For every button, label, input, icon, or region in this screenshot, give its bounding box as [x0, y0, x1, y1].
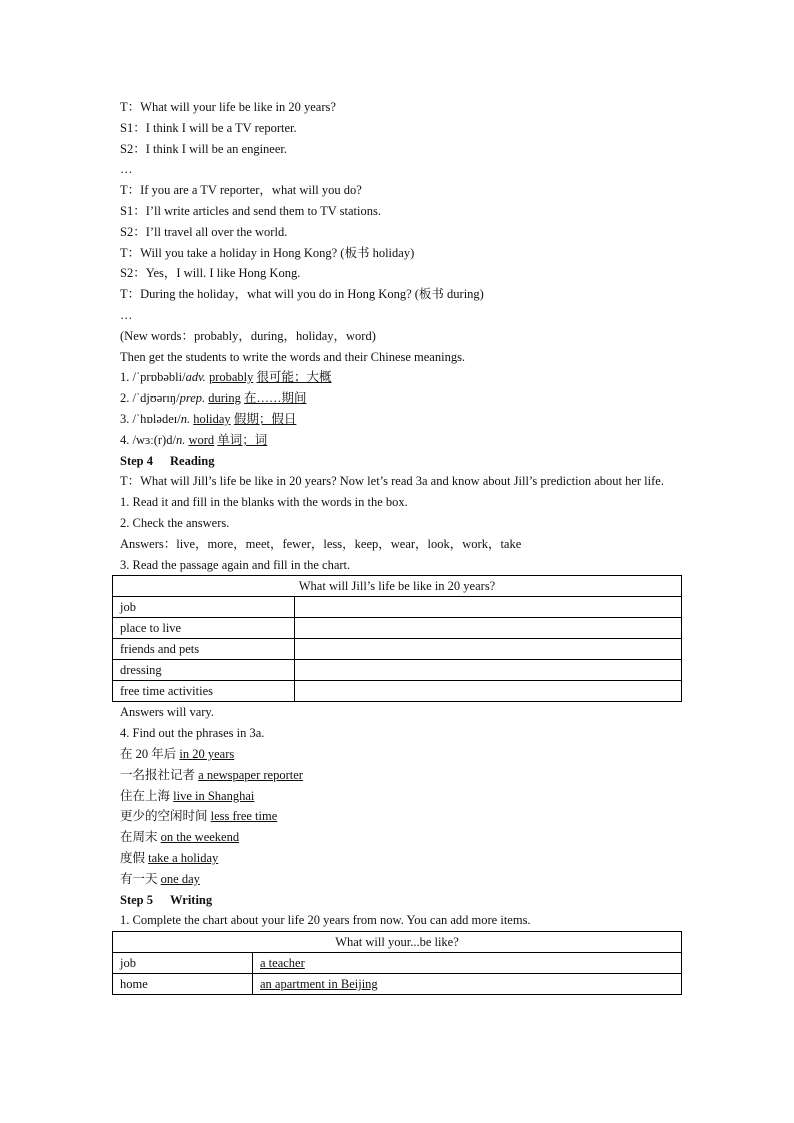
phonetic: /ˈhɒlədeɪ/ [132, 411, 181, 426]
table-row [113, 618, 682, 639]
part-of-speech: n. [180, 411, 191, 426]
part-of-speech: prep. [179, 391, 206, 406]
speaker: T： [120, 100, 141, 114]
step4-heading [120, 451, 682, 472]
vocab-meaning: 假期；假日 [233, 411, 297, 426]
phrase-en: on the weekend [160, 830, 240, 845]
row-label: place to live [113, 618, 295, 639]
vocab-number: 4. [120, 432, 133, 447]
ellipsis: … [120, 162, 133, 177]
row-label: free time activities [113, 681, 295, 702]
speaker: S2： [120, 141, 146, 156]
line-text: I think I will be a TV reporter. [145, 120, 297, 135]
vocab-number: 3. [120, 411, 133, 426]
task-line: 2. Check the answers. [120, 515, 230, 530]
line-text: Yes，I will. I like Hong Kong. [145, 266, 301, 281]
speaker: T： [120, 183, 141, 198]
part-of-speech: n. [175, 432, 186, 447]
blank-cell[interactable] [295, 681, 682, 702]
line-text: I’ll write articles and send them to TV stations. [145, 203, 381, 218]
vocab-meaning: 很可能；大概 [256, 370, 332, 385]
speaker: T： [120, 287, 141, 302]
speaker: T： [120, 245, 141, 260]
jill-life-chart [112, 575, 682, 702]
table-row [113, 639, 682, 660]
answer-cell[interactable] [253, 974, 682, 995]
step-title: Reading [170, 453, 215, 468]
phrase-item [120, 827, 682, 848]
chart-title: What will your...be like? [113, 932, 682, 953]
new-words-line: (New words：probably，during，holiday，word) [120, 328, 376, 343]
dialogue-line [120, 263, 682, 284]
step-label: Step 4 [120, 453, 153, 468]
task-line: 1. Read it and fill in the blanks with the words in the box. [120, 495, 408, 510]
phrase-en: one day [160, 871, 200, 886]
my-life-chart [112, 931, 682, 995]
phrase-cn: 一名报社记者 [120, 767, 199, 782]
line-text: I think I will be an engineer. [145, 141, 287, 156]
dialogue-line [120, 180, 682, 201]
vocab-number: 1. [120, 370, 133, 385]
blank-cell[interactable] [295, 660, 682, 681]
document-page [120, 97, 682, 995]
table-row [113, 681, 682, 702]
answers-vary: Answers will vary. [120, 705, 214, 720]
row-label: job [113, 597, 295, 618]
phrase-item [120, 848, 682, 869]
phrase-en: take a holiday [148, 850, 219, 865]
line-text: What will your life be like in 20 years? [140, 100, 336, 114]
phrase-cn: 在周末 [120, 830, 161, 845]
step4-intro: T：What will Jill’s life be like in 20 years? Now let’s read 3a and know about Jill’s prediction about her life. [120, 474, 664, 489]
phrase-cn: 更少的空闲时间 [120, 809, 211, 824]
phrase-en: less free time [210, 809, 278, 824]
answer-text: a teacher [260, 956, 305, 971]
blank-cell[interactable] [295, 597, 682, 618]
vocab-number: 2. [120, 391, 133, 406]
step5-heading [120, 890, 682, 911]
speaker: S1： [120, 203, 146, 218]
speaker: S2： [120, 266, 146, 281]
speaker: S2： [120, 224, 146, 239]
phrase-item [120, 786, 682, 807]
dialogue-line [120, 201, 682, 222]
chart-title: What will Jill’s life be like in 20 years? [113, 576, 682, 597]
phrase-item [120, 765, 682, 786]
dialogue-line [120, 222, 682, 243]
row-label: home [113, 974, 253, 995]
step-label: Step 5 [120, 892, 153, 907]
instruction: Then get the students to write the words and their Chinese meanings. [120, 349, 466, 364]
vocab-item [120, 367, 682, 388]
phrase-cn: 度假 [120, 850, 149, 865]
dialogue-line [120, 97, 682, 118]
task-line: 4. Find out the phrases in 3a. [120, 726, 265, 741]
task-line: 1. Complete the chart about your life 20 years from now. You can add more items. [120, 913, 531, 928]
phrase-en: live in Shanghai [173, 788, 255, 803]
vocab-item [120, 388, 682, 409]
table-row [113, 974, 682, 995]
blank-cell[interactable] [295, 639, 682, 660]
vocab-meaning: 单词；词 [217, 432, 268, 447]
phrase-item [120, 744, 682, 765]
task-line: 3. Read the passage again and fill in the chart. [120, 557, 351, 572]
phonetic: /wɜː(r)d/ [132, 432, 176, 447]
line-text: If you are a TV reporter，what will you do? [140, 183, 362, 198]
row-label: dressing [113, 660, 295, 681]
vocab-word: probably [208, 370, 254, 385]
vocab-item [120, 409, 682, 430]
row-label: friends and pets [113, 639, 295, 660]
dialogue-line [120, 118, 682, 139]
step-title: Writing [170, 892, 213, 907]
phrase-cn: 住在上海 [120, 788, 174, 803]
part-of-speech: adv. [185, 370, 206, 385]
vocab-word: word [188, 432, 215, 447]
row-label: job [113, 953, 253, 974]
phonetic: /ˈprɒbəbli/ [132, 370, 186, 385]
vocab-meaning: 在……期间 [244, 391, 307, 406]
ellipsis: … [120, 307, 133, 322]
answer-text: an apartment in Beijing [260, 977, 378, 992]
vocab-word: holiday [193, 411, 231, 426]
dialogue-line [120, 243, 682, 264]
vocab-item [120, 430, 682, 451]
phrase-en: a newspaper reporter [198, 767, 303, 782]
line-text: Will you take a holiday in Hong Kong? (板书 holiday) [140, 245, 415, 260]
phonetic: /ˈdjʊərɪŋ/ [132, 391, 180, 406]
phrase-cn: 在 20 年后 [120, 746, 180, 761]
phrase-item [120, 869, 682, 890]
line-text: During the holiday，what will you do in Hong Kong? (板书 during) [140, 287, 484, 302]
speaker: S1： [120, 120, 146, 135]
table-row [113, 953, 682, 974]
dialogue-line [120, 139, 682, 160]
blank-cell[interactable] [295, 618, 682, 639]
phrase-item [120, 806, 682, 827]
phrase-en: in 20 years [179, 746, 235, 761]
line-text: I’ll travel all over the world. [145, 224, 288, 239]
phrase-cn: 有一天 [120, 871, 161, 886]
answer-cell[interactable] [253, 953, 682, 974]
dialogue-line [120, 284, 682, 305]
vocab-word: during [208, 391, 241, 406]
answers-line: Answers：live，more，meet，fewer，less，keep，wear，look，work，take [120, 536, 522, 551]
table-row [113, 660, 682, 681]
table-row [113, 597, 682, 618]
